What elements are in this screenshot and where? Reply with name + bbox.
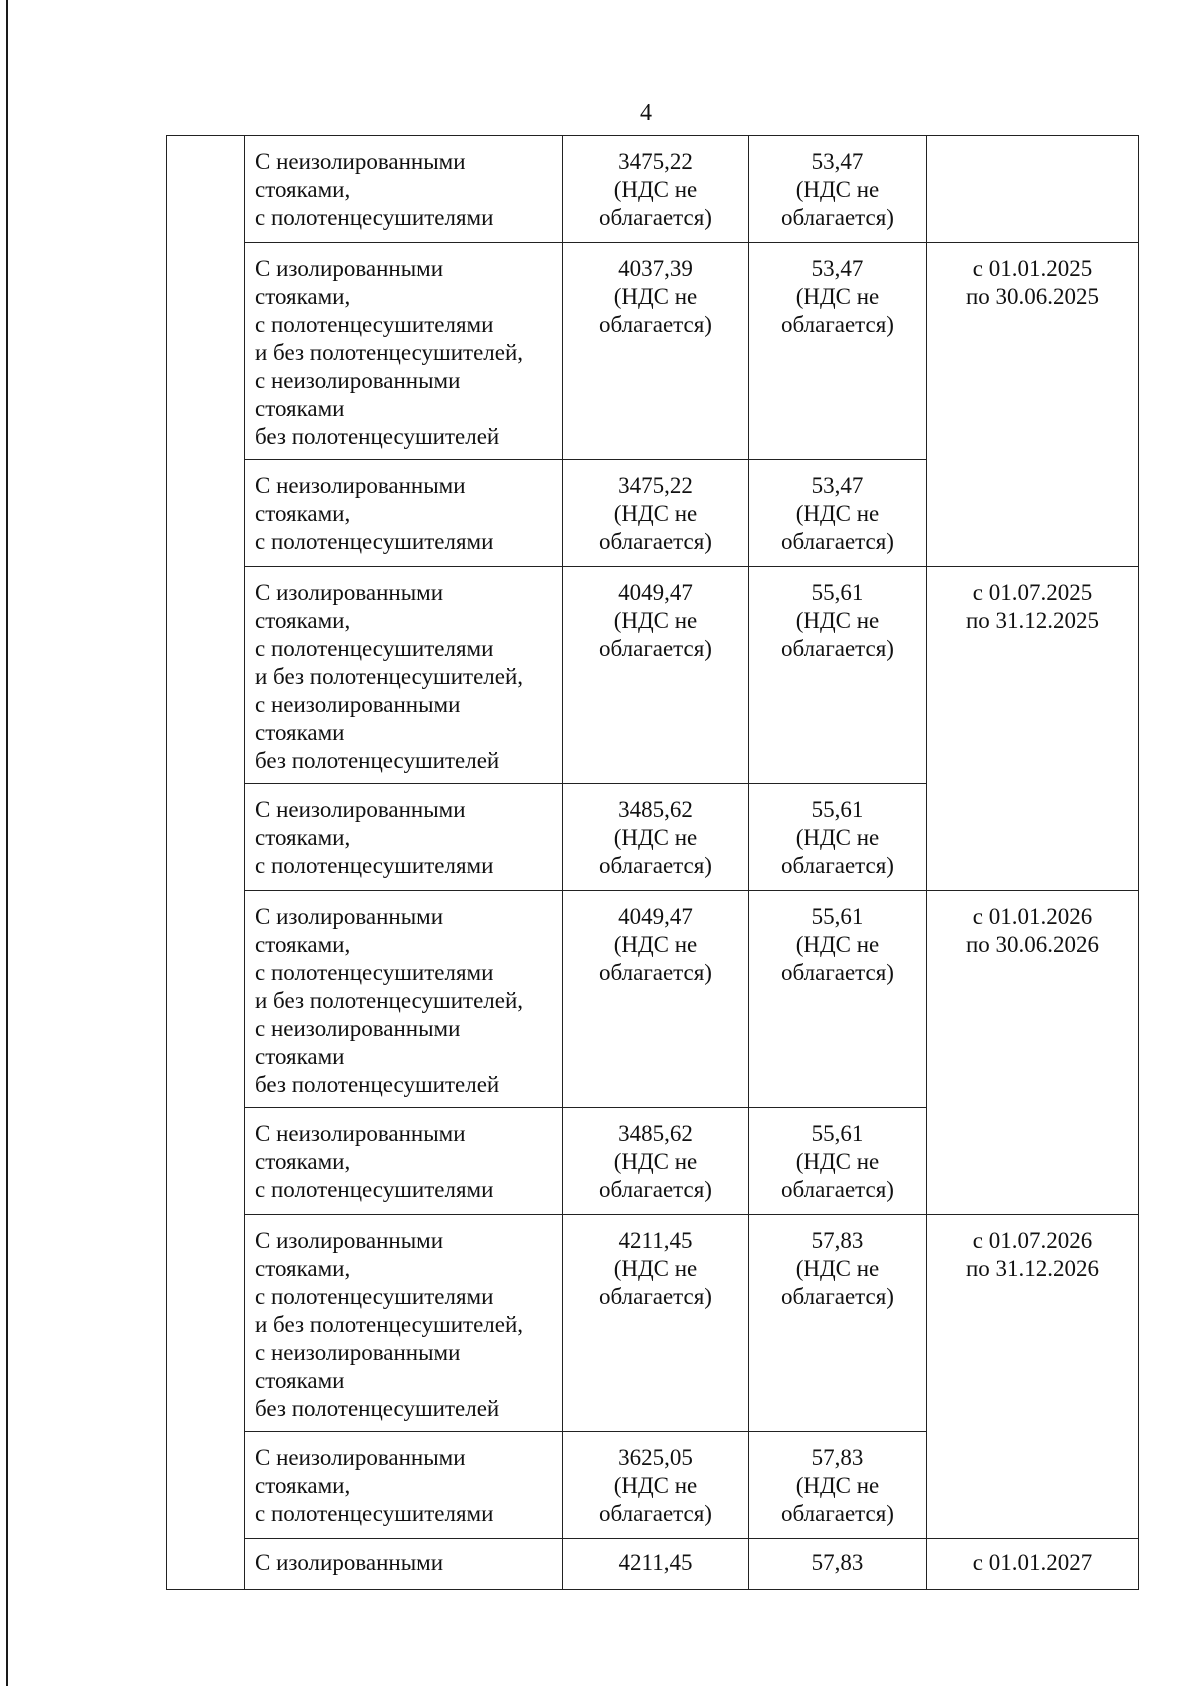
description-line: стояками, [255, 177, 351, 202]
vat-note: облагается) [599, 1177, 712, 1202]
period-cell [927, 1215, 1139, 1539]
price-2-cell [749, 891, 927, 1108]
vat-note: (НДС не [795, 284, 880, 309]
vat-note: облагается) [599, 960, 712, 985]
description-cell [245, 460, 563, 567]
period-cell-empty [927, 136, 1139, 243]
price-2-cell [749, 567, 927, 784]
price-value: 55,61 [811, 904, 864, 929]
description-line: стояками, [255, 932, 351, 957]
description-line: С неизолированными [255, 797, 466, 822]
description-cell [245, 891, 563, 1108]
price-2-cell [749, 1539, 927, 1590]
price-value: 4049,47 [618, 904, 693, 929]
description-line: и без полотенцесушителей, [255, 340, 524, 365]
vat-note: (НДС не [795, 608, 880, 633]
price-value: 3625,05 [618, 1445, 693, 1470]
table-row [167, 891, 1139, 1108]
description-line: стояками, [255, 1256, 351, 1281]
price-1-cell [563, 1432, 749, 1539]
table-row [167, 243, 1139, 460]
description-line: и без полотенцесушителей, [255, 988, 524, 1013]
vat-note: облагается) [781, 853, 894, 878]
description-line: с неизолированными [255, 368, 461, 393]
description-line: без полотенцесушителей [255, 1072, 500, 1097]
vat-note: (НДС не [795, 932, 880, 957]
price-value: 53,47 [811, 256, 864, 281]
description-line: без полотенцесушителей [255, 424, 500, 449]
price-value: 3475,22 [618, 149, 693, 174]
description-line: без полотенцесушителей [255, 748, 500, 773]
description-line: с полотенцесушителями [255, 1501, 494, 1526]
price-value: 3485,62 [618, 1121, 693, 1146]
description-line: С неизолированными [255, 149, 466, 174]
description-line: стояками [255, 1368, 345, 1393]
scan-edge-line [6, 0, 8, 1686]
vat-note: (НДС не [613, 177, 698, 202]
description-line: с неизолированными [255, 1340, 461, 1365]
vat-note: облагается) [781, 1284, 894, 1309]
vat-note: облагается) [781, 960, 894, 985]
description-line: стояками [255, 1044, 345, 1069]
vat-note: (НДС не [613, 1473, 698, 1498]
description-line: С изолированными [255, 1228, 444, 1253]
description-line: С неизолированными [255, 473, 466, 498]
vat-note: (НДС не [613, 932, 698, 957]
description-cell [245, 1108, 563, 1215]
vat-note: облагается) [599, 205, 712, 230]
vat-note: (НДС не [795, 1256, 880, 1281]
description-line: и без полотенцесушителей, [255, 1312, 524, 1337]
table-row [167, 1215, 1139, 1432]
price-value: 4049,47 [618, 580, 693, 605]
description-line: с полотенцесушителями [255, 312, 494, 337]
price-value: 55,61 [811, 1121, 864, 1146]
price-1-cell [563, 891, 749, 1108]
description-line: с полотенцесушителями [255, 529, 494, 554]
price-value: 4211,45 [618, 1550, 693, 1575]
price-value: 55,61 [811, 580, 864, 605]
period-end: по 31.12.2025 [965, 608, 1100, 633]
period-start: с 01.07.2026 [972, 1228, 1093, 1253]
price-value: 55,61 [811, 797, 864, 822]
price-2-cell [749, 1108, 927, 1215]
price-1-cell [563, 1108, 749, 1215]
vat-note: облагается) [599, 1501, 712, 1526]
description-line: стояками, [255, 1473, 351, 1498]
description-cell [245, 1432, 563, 1539]
vat-note: облагается) [781, 529, 894, 554]
description-line: с полотенцесушителями [255, 960, 494, 985]
description-line: стояками, [255, 501, 351, 526]
description-cell [245, 567, 563, 784]
price-2-cell [749, 243, 927, 460]
empty-left-column [167, 136, 245, 1590]
period-end: по 30.06.2026 [965, 932, 1100, 957]
period-start: с 01.01.2026 [972, 904, 1093, 929]
description-line: С изолированными [255, 256, 444, 281]
vat-note: (НДС не [795, 1149, 880, 1174]
price-2-cell [749, 784, 927, 891]
description-line: стояками, [255, 608, 351, 633]
description-line: С изолированными [255, 580, 444, 605]
vat-note: облагается) [781, 312, 894, 337]
description-line: с неизолированными [255, 692, 461, 717]
vat-note: (НДС не [795, 1473, 880, 1498]
price-2-cell [749, 1432, 927, 1539]
price-value: 53,47 [811, 473, 864, 498]
description-line: с полотенцесушителями [255, 1177, 494, 1202]
description-line: С неизолированными [255, 1121, 466, 1146]
period-end: по 30.06.2025 [965, 284, 1100, 309]
price-1-cell [563, 460, 749, 567]
description-line: стояками, [255, 284, 351, 309]
vat-note: облагается) [781, 1177, 894, 1202]
price-1-cell [563, 1215, 749, 1432]
tariff-table [166, 135, 1139, 1590]
vat-note: (НДС не [613, 825, 698, 850]
description-cell [245, 784, 563, 891]
period-start: с 01.01.2027 [972, 1550, 1093, 1575]
price-value: 57,83 [811, 1445, 864, 1470]
price-value: 4211,45 [618, 1228, 693, 1253]
price-1-cell [563, 243, 749, 460]
vat-note: (НДС не [795, 501, 880, 526]
description-line: стояками, [255, 1149, 351, 1174]
description-cell [245, 1539, 563, 1590]
description-line: с полотенцесушителями [255, 205, 494, 230]
vat-note: (НДС не [613, 284, 698, 309]
description-line: стояками, [255, 825, 351, 850]
description-cell [245, 1215, 563, 1432]
vat-note: (НДС не [613, 608, 698, 633]
description-line: С неизолированными [255, 1445, 466, 1470]
vat-note: (НДС не [613, 1256, 698, 1281]
price-value: 53,47 [811, 149, 864, 174]
vat-note: облагается) [781, 636, 894, 661]
price-value: 57,83 [811, 1550, 864, 1575]
period-end: по 31.12.2026 [965, 1256, 1100, 1281]
description-line: С изолированными [255, 1550, 444, 1575]
description-line: с полотенцесушителями [255, 636, 494, 661]
vat-note: облагается) [599, 853, 712, 878]
vat-note: облагается) [599, 1284, 712, 1309]
vat-note: облагается) [599, 312, 712, 337]
description-line: стояками [255, 720, 345, 745]
price-2-cell [749, 136, 927, 243]
description-line: с полотенцесушителями [255, 853, 494, 878]
description-cell [245, 136, 563, 243]
description-line: и без полотенцесушителей, [255, 664, 524, 689]
vat-note: (НДС не [613, 1149, 698, 1174]
price-1-cell [563, 567, 749, 784]
description-cell [245, 243, 563, 460]
period-start: с 01.07.2025 [972, 580, 1093, 605]
vat-note: облагается) [599, 529, 712, 554]
price-1-cell [563, 136, 749, 243]
period-cell [927, 567, 1139, 891]
vat-note: (НДС не [795, 177, 880, 202]
description-line: стояками [255, 396, 345, 421]
page-number: 4 [640, 100, 652, 126]
price-2-cell [749, 1215, 927, 1432]
price-value: 4037,39 [618, 256, 693, 281]
vat-note: облагается) [599, 636, 712, 661]
price-2-cell [749, 460, 927, 567]
period-start: с 01.01.2025 [972, 256, 1093, 281]
description-line: с неизолированными [255, 1016, 461, 1041]
vat-note: облагается) [781, 205, 894, 230]
description-line: С изолированными [255, 904, 444, 929]
period-cell [927, 243, 1139, 567]
price-1-cell [563, 784, 749, 891]
tariff-table-body [167, 136, 1139, 1590]
vat-note: облагается) [781, 1501, 894, 1526]
description-line: с полотенцесушителями [255, 1284, 494, 1309]
price-value: 57,83 [811, 1228, 864, 1253]
description-line: без полотенцесушителей [255, 1396, 500, 1421]
vat-note: (НДС не [613, 501, 698, 526]
period-cell [927, 1539, 1139, 1590]
table-row [167, 1539, 1139, 1590]
table-row [167, 136, 1139, 243]
period-cell [927, 891, 1139, 1215]
price-value: 3485,62 [618, 797, 693, 822]
table-row [167, 567, 1139, 784]
price-1-cell [563, 1539, 749, 1590]
vat-note: (НДС не [795, 825, 880, 850]
price-value: 3475,22 [618, 473, 693, 498]
